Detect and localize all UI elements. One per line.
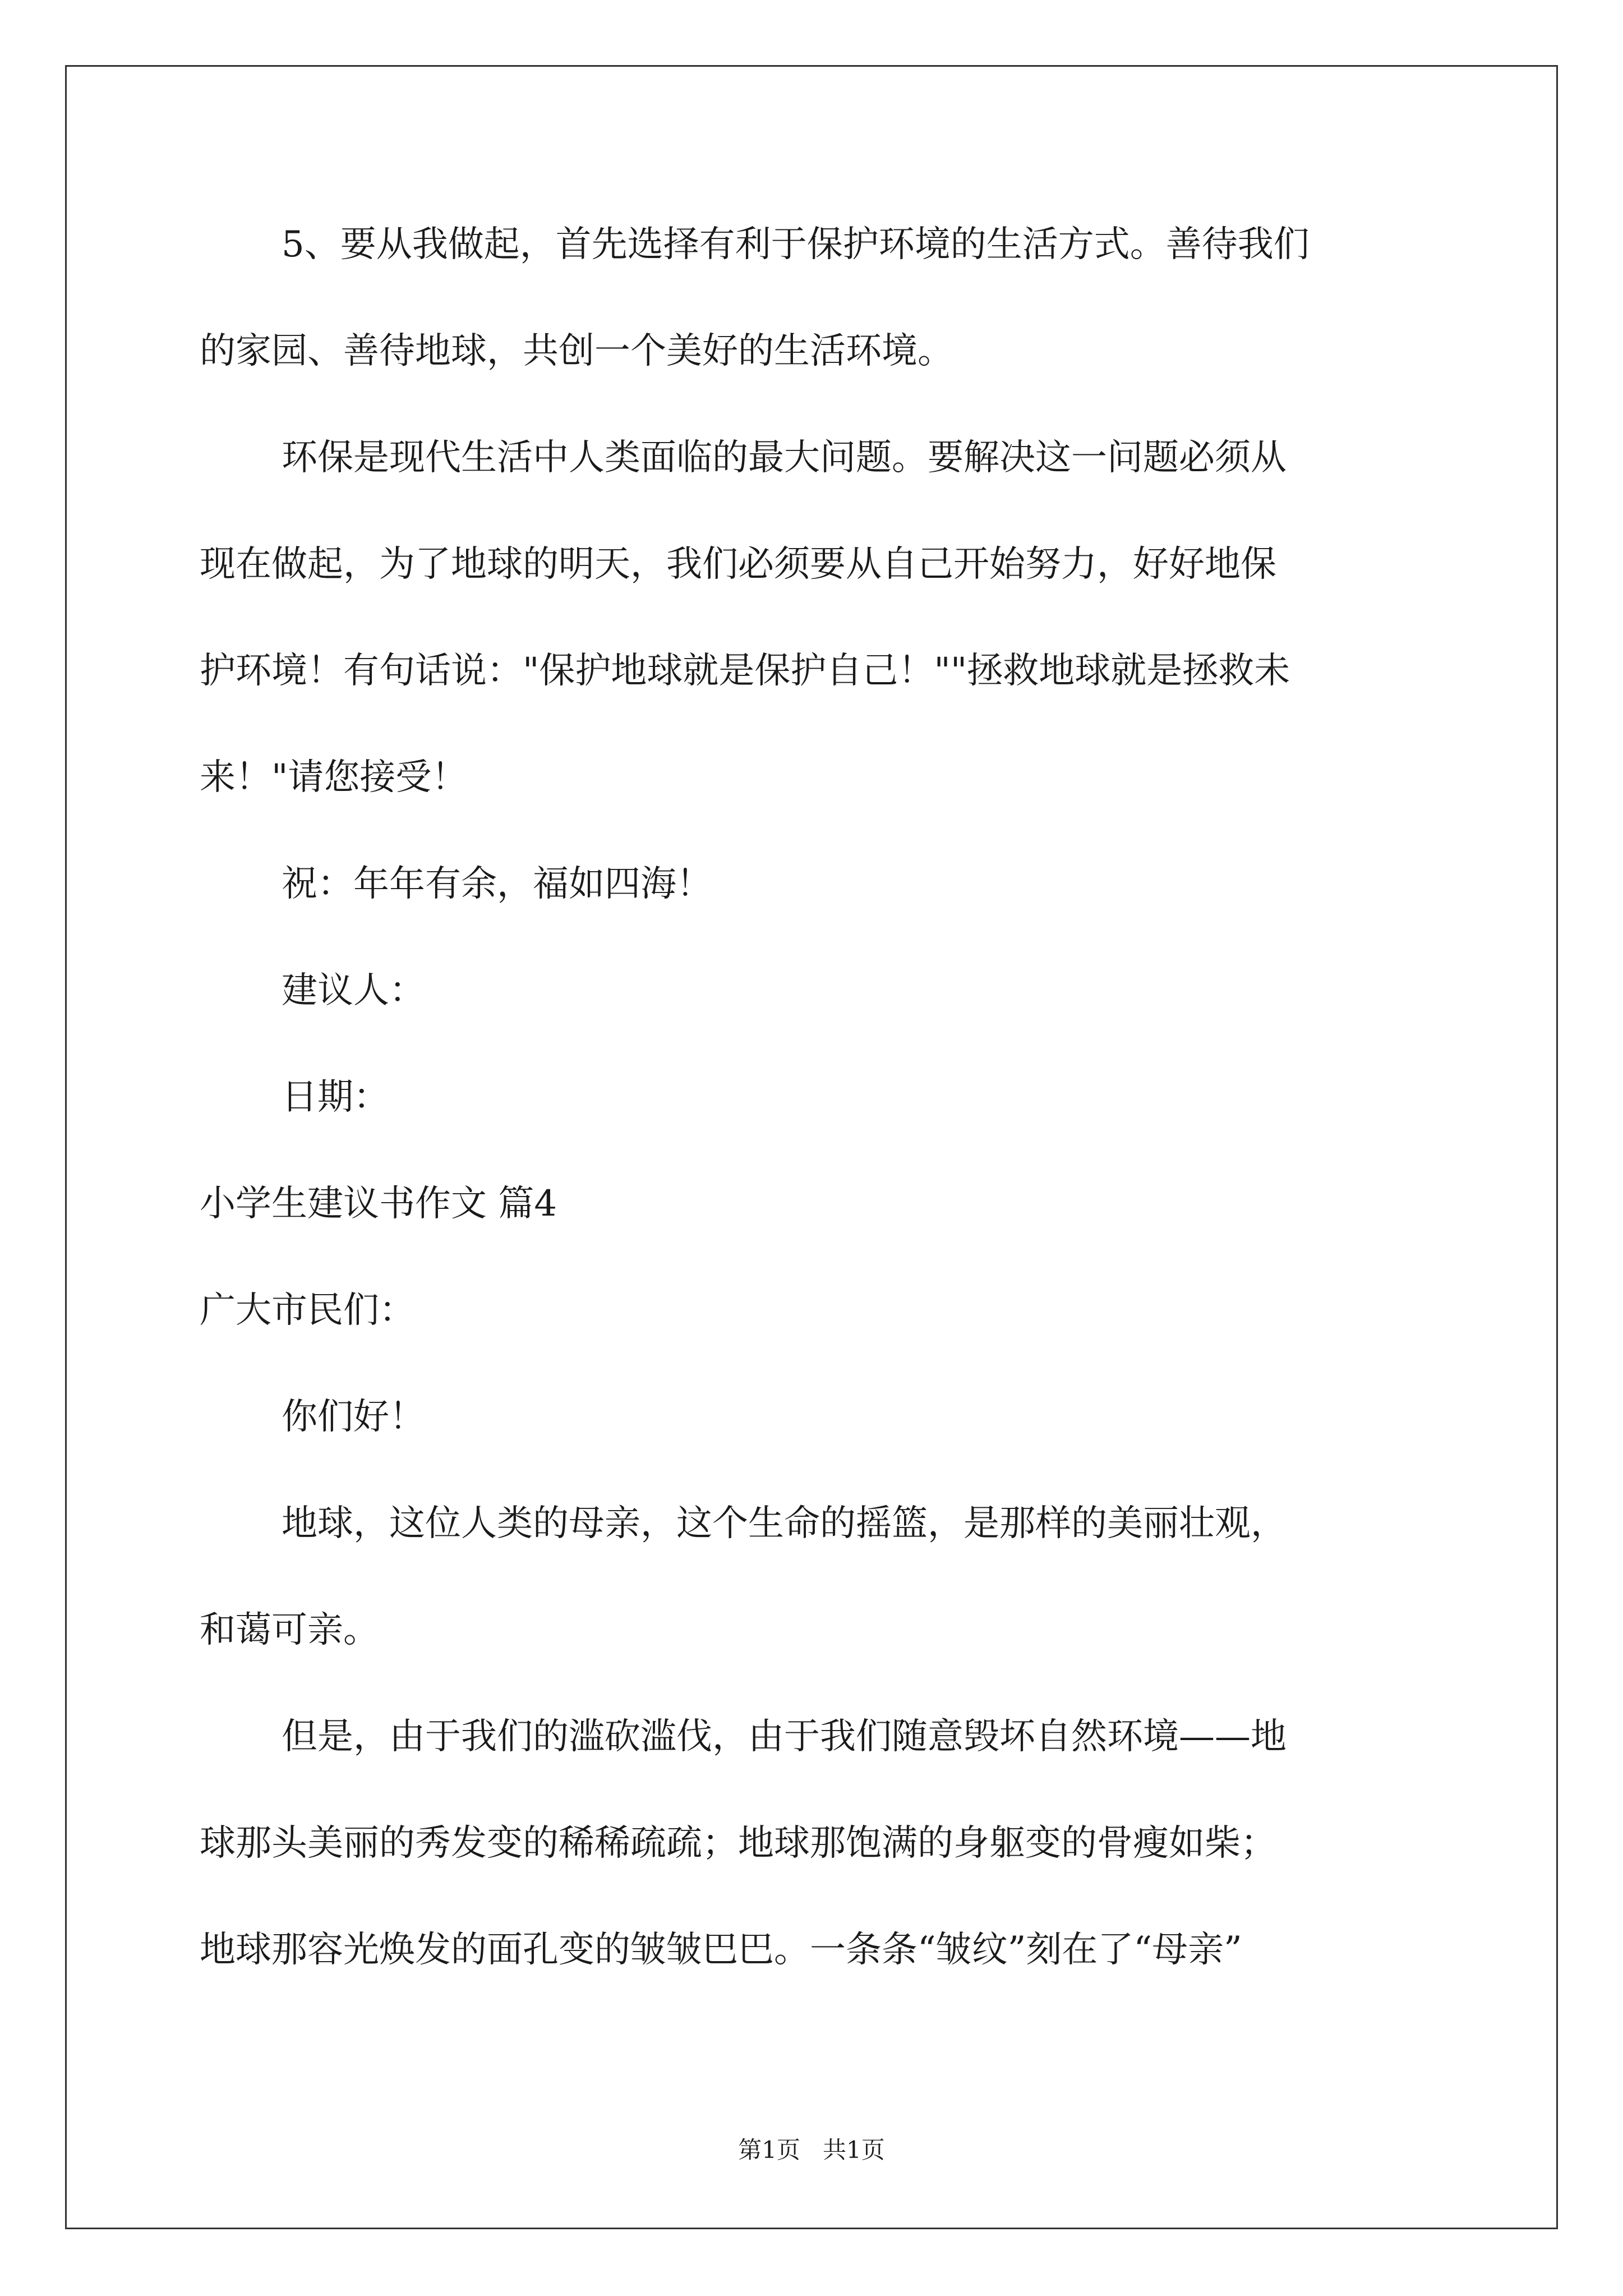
- section-heading: 小学生建议书作文 篇4: [200, 1183, 557, 1225]
- paragraph-line: 地球，这位人类的母亲，这个生命的摇篮，是那样的美丽壮观，: [282, 1503, 1287, 1544]
- page-number-footer: 第1页 共1页: [738, 2136, 885, 2164]
- paragraph-line: 来！"请您接受！: [200, 757, 468, 798]
- signature-label: 建议人：: [282, 970, 425, 1011]
- paragraph-line: 但是，由于我们的滥砍滥伐，由于我们随意毁坏自然环境——地: [282, 1716, 1287, 1757]
- paragraph-line: 球那头美丽的秀发变的稀稀疏疏；地球那饱满的身躯变的骨瘦如柴；: [200, 1823, 1276, 1864]
- date-label: 日期：: [282, 1076, 389, 1118]
- greeting: 你们好！: [282, 1396, 425, 1438]
- paragraph-line: 现在做起，为了地球的明天，我们必须要从自己开始努力，好好地保: [200, 544, 1276, 585]
- paragraph-line: 5、要从我做起，首先选择有利于保护环境的生活方式。善待我们: [282, 224, 1310, 265]
- paragraph-line: 的家园、善待地球，共创一个美好的生活环境。: [200, 330, 953, 372]
- salutation: 广大市民们：: [200, 1290, 415, 1331]
- paragraph-line: 和蔼可亲。: [200, 1609, 379, 1651]
- paragraph-line: 地球那容光焕发的面孔变的皱皱巴巴。一条条“皱纹”刻在了“母亲”: [200, 1929, 1242, 1971]
- paragraph-line: 环保是现代生活中人类面临的最大问题。要解决这一问题必须从: [282, 437, 1287, 478]
- closing-wish: 祝：年年有余，福如四海！: [282, 863, 712, 905]
- page-border: [65, 65, 1558, 2229]
- paragraph-line: 护环境！有句话说："保护地球就是保护自己！""拯救地球就是拯救未: [200, 650, 1290, 692]
